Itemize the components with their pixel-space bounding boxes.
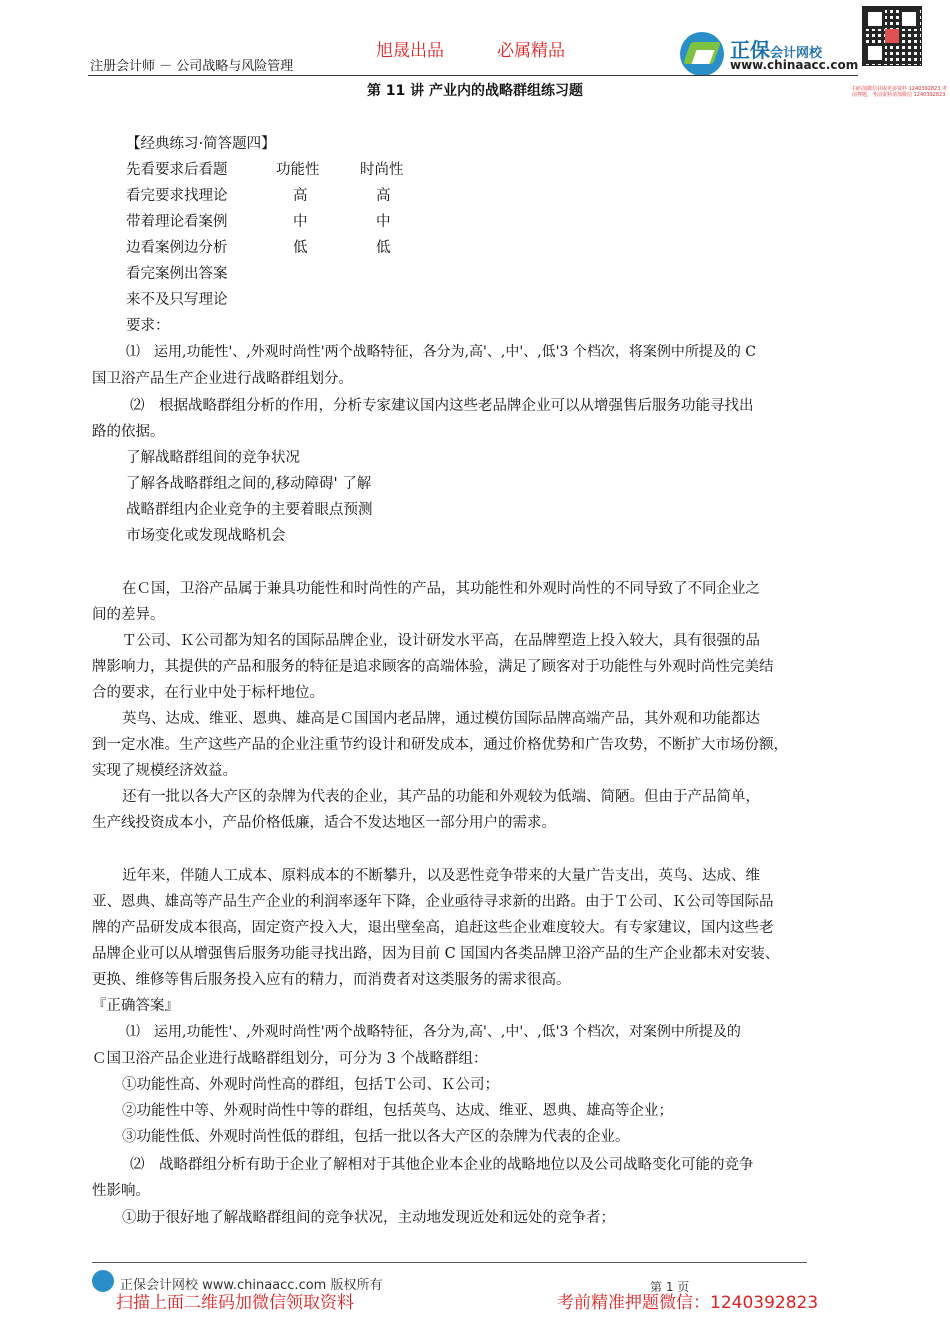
- requirement-2-cont: 路的依据。: [92, 424, 165, 440]
- table-row-label: 看完要求找理论: [126, 188, 228, 204]
- table-cell: 低: [293, 240, 308, 256]
- case-line: 实现了规模经济效益。: [92, 763, 237, 779]
- answer-line: ③功能性低、外观时尚性低的群组，包括一批以各大产区的杂牌为代表的企业。: [122, 1129, 630, 1145]
- footer-site: 正保会计网校 www.chinaacc.com 版权所有: [120, 1278, 383, 1293]
- table-row-label: 边看案例边分析: [126, 240, 228, 256]
- case-line: 品牌企业可以从增强售后服务功能寻找出路，因为目前 C 国国内各类品牌卫浴产品的生产企业都未对安装、: [92, 946, 780, 962]
- requirement-2: ⑵ 根据战略群组分析的作用，分析专家建议国内这些老品牌企业可以从增强售后服务功能寻找出: [130, 398, 754, 414]
- case-line: 牌的产品研发成本很高，固定资产投入大，退出壁垒高，追赶这些企业难度较大。有专家建议，国内这些老: [92, 920, 774, 936]
- case-line: Ｔ公司、Ｋ公司都为知名的国际品牌企业，设计研发水平高，在品牌塑造上投入较大，具有很强的品: [122, 633, 760, 649]
- answer-line: ①功能性高、外观时尚性高的群组，包括Ｔ公司、Ｋ公司；: [122, 1077, 499, 1093]
- case-line: 合的要求，在行业中处于标杆地位。: [92, 685, 324, 701]
- answer-line: 性影响。: [92, 1183, 150, 1199]
- hint-line: 战略群组内企业竞争的主要着眼点预测: [126, 502, 373, 518]
- table-cell: 中: [293, 214, 308, 230]
- case-line: 亚、恩典、雄高等产品生产企业的利润率逐年下降，企业亟待寻求新的出路。由于Ｔ公司、Ｋ公司等国际品: [92, 894, 774, 910]
- page-number: 第 1 页: [650, 1280, 690, 1294]
- case-line: 在Ｃ国，卫浴产品属于兼具功能性和时尚性的产品，其功能性和外观时尚性的不同导致了不同企业之: [122, 581, 760, 597]
- footer-logo-icon: [92, 1270, 114, 1292]
- hint-line: 市场变化或发现战略机会: [126, 528, 286, 544]
- table-row-label: 来不及只写理论: [126, 292, 228, 308]
- course-title: 注册会计师 － 公司战略与风险管理: [90, 59, 294, 74]
- case-line: 英鸟、达成、维亚、恩典、雄高是Ｃ国国内老品牌，通过模仿国际品牌高端产品，其外观和功能都达: [122, 711, 760, 727]
- header-divider: [88, 75, 858, 76]
- qr-code-icon: [862, 6, 922, 66]
- requirement-1-cont: 国卫浴产品生产企业进行战略群组划分。: [92, 371, 353, 387]
- col-header-function: 功能性: [276, 162, 320, 178]
- case-line: 更换、维修等售后服务投入应有的精力，而消费者对这类服务的需求很高。: [92, 972, 571, 988]
- answer-line: ②功能性中等、外观时尚性中等的群组，包括英鸟、达成、维亚、恩典、雄高等企业；: [122, 1103, 673, 1119]
- slogan-right: 必属精品: [497, 41, 565, 61]
- table-cell: 中: [376, 214, 391, 230]
- requirements-label: 要求：: [126, 318, 170, 334]
- table-cell: 高: [293, 188, 308, 204]
- qr-note: 扫码加微信获取更多资料 1240392823 考前押题，考前资料请加微信 1240392823: [852, 86, 947, 98]
- brand-url: www.chinaacc.com: [730, 58, 859, 72]
- table-cell: 低: [376, 240, 391, 256]
- chinaacc-logo-icon: [680, 32, 724, 76]
- case-line: 到一定水准。生产这些产品的企业注重节约设计和研发成本，通过价格优势和广告攻势，不断扩大市场份额，: [92, 737, 788, 753]
- table-row-label: 带着理论看案例: [126, 214, 228, 230]
- case-line: 牌影响力，其提供的产品和服务的特征是追求顾客的高端体验，满足了顾客对于功能性与外观时尚性完美结: [92, 659, 774, 675]
- answer-line: Ｃ国卫浴产品企业进行战略群组划分，可分为 3 个战略群组：: [92, 1051, 488, 1067]
- exercise-heading: 【经典练习·简答题四】: [126, 136, 276, 152]
- answer-line: ⑴ 运用,功能性'、,外观时尚性'两个战略特征，各分为,高'、,中'、,低'3 个档次，对案例中所提及的: [126, 1024, 741, 1040]
- col-header-fashion: 时尚性: [360, 162, 404, 178]
- table-cell: 高: [376, 188, 391, 204]
- hint-line: 了解战略群组间的竞争状况: [126, 450, 300, 466]
- hint-line: 了解各战略群组之间的,移动障碍' 了解: [126, 476, 372, 492]
- table-row-label: 先看要求后看题: [126, 162, 228, 178]
- requirement-1: ⑴ 运用,功能性'、,外观时尚性'两个战略特征，各分为,高'、,中'、,低'3 个档次，将案例中所提及的 C: [126, 344, 757, 360]
- slogan-left: 旭晟出品: [376, 41, 444, 61]
- footer-divider: [92, 1262, 807, 1263]
- brand-name: 正保会计网校: [730, 38, 823, 62]
- answer-label: 『正确答案』: [92, 998, 179, 1014]
- case-line: 间的差异。: [92, 607, 165, 623]
- case-line: 还有一批以各大产区的杂牌为代表的企业，其产品的功能和外观较为低端、简陋。但由于产品简单，: [122, 789, 760, 805]
- answer-line: ⑵ 战略群组分析有助于企业了解相对于其他企业本企业的战略地位以及公司战略变化可能的竞争: [130, 1157, 754, 1173]
- case-line: 生产线投资成本小，产品价格低廉，适合不发达地区一部分用户的需求。: [92, 815, 556, 831]
- page-title: 第 11 讲 产业内的战略群组练习题: [366, 83, 584, 99]
- promo-left: 扫描上面二维码加微信领取资料: [116, 1293, 354, 1313]
- case-line: 近年来，伴随人工成本、原料成本的不断攀升，以及恶性竞争带来的大量广告支出，英鸟、达成、维: [122, 868, 760, 884]
- table-row-label: 看完案例出答案: [126, 266, 228, 282]
- answer-line: ①助于很好地了解战略群组间的竞争状况，主动地发现近处和远处的竞争者；: [122, 1210, 615, 1226]
- promo-right: 考前精准押题微信：1240392823: [557, 1293, 819, 1313]
